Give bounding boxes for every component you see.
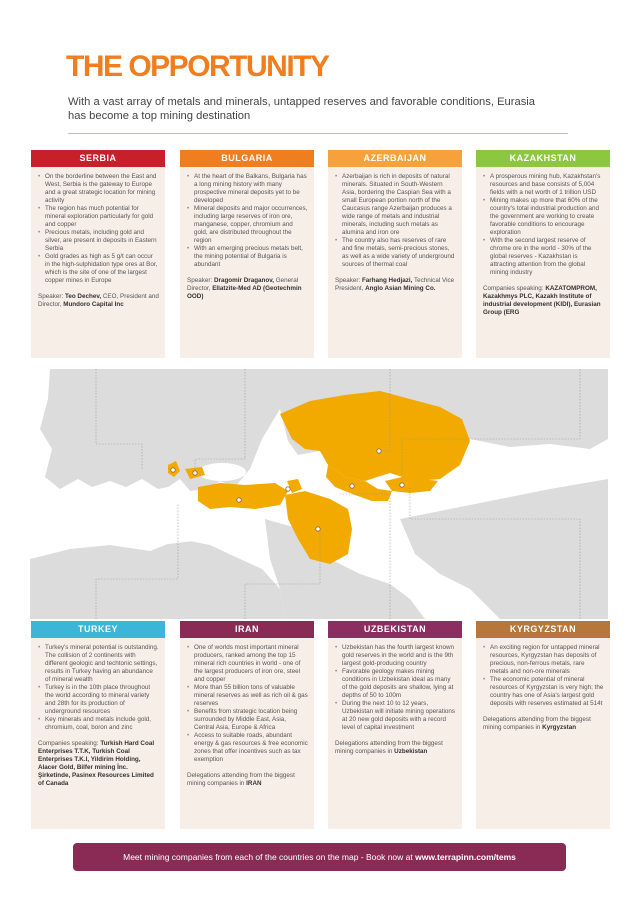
speaker-name: Dragomir Draganov, (213, 277, 275, 284)
speaker-prefix: Speaker: (38, 293, 65, 300)
speaker-name: Farhang Hedjazi, (361, 277, 413, 284)
speaker-line (483, 716, 604, 732)
azerbaijan-marker (286, 487, 290, 491)
serbia-marker (171, 468, 175, 472)
speaker-prefix: Delegations attending from the biggest mining companies in (187, 772, 295, 787)
kyrgyzstan-marker (400, 483, 404, 487)
card-header: KAZAKHSTAN (476, 150, 610, 167)
iran-marker (316, 527, 320, 531)
list-item: • At the heart of the Balkans, Bulgaria has a long mining history with many prospective mineral deposits yet to be developed (187, 173, 308, 205)
bullet-list (483, 173, 604, 277)
list-item: • Turkey is in the 10th place throughout the world according to mineral variety and 28th for its production of underground resources (38, 684, 159, 716)
card-bulgaria (180, 150, 314, 358)
list-item: • During the next 10 to 12 years, Uzbekistan will initiate mining operations at 20 new gold deposits with a record level of capital investment (335, 700, 456, 732)
list-item: • More than 55 billion tons of valuable mineral reserves as well as rich oil & gas reserves (187, 684, 308, 708)
cta-text: Meet mining companies from each of the countries on the map - Book now at (123, 852, 416, 862)
speaker-name: Kyrgyzstan (542, 724, 577, 731)
page-title: THE OPPORTUNITY (66, 50, 329, 83)
speaker-line (38, 293, 159, 309)
speaker-prefix: Delegations attending from the biggest mining companies in (335, 740, 443, 755)
list-item: • Mining makes up more that 60% of the country's total industrial production and the government are working to create favorable conditions to encourage exploration (483, 197, 604, 237)
speaker-org: Anglo Asian Mining Co. (365, 285, 436, 292)
speaker-line (335, 277, 456, 293)
list-item: • On the borderline between the East and West, Serbia is the gateway to Europe and a great strategic location for mining activity (38, 173, 159, 205)
map-black-sea (198, 463, 246, 481)
list-item: • The region has much potential for mineral exploration particularly for gold and copper (38, 205, 159, 229)
card-header: AZERBAIJAN (328, 150, 462, 167)
speaker-line (38, 740, 159, 788)
speaker-name: Teo Dechev, (64, 293, 102, 300)
list-item: • The economic potential of mineral resources of Kyrgyzstan is very high; the country has one of Asia's largest gold deposits with reserves estimated at 514t (483, 676, 604, 708)
speaker-line (335, 740, 456, 756)
speaker-line (187, 277, 308, 301)
bullet-list (187, 173, 308, 269)
list-item: • The country also has reserves of rare and fine metals, semi-precious stones, as well as a wide variety of underground sources of thermal coal (335, 237, 456, 269)
list-item: • Key minerals and metals include gold, chromium, coal, boron and zinc (38, 716, 159, 732)
cta-banner[interactable] (73, 843, 566, 871)
card-kazakhstan (476, 150, 610, 358)
speaker-line (187, 772, 308, 788)
kazakhstan-marker (377, 449, 381, 453)
list-item: • With the second largest reserve of chrome ore in the world - 30% of the global reserves - Kazakhstan is attracting attention from the global mining industry (483, 237, 604, 277)
card-kyrgyzstan (476, 621, 610, 829)
list-item: • A prosperous mining hub, Kazakhstan's resources and base consists of 5,004 fields with a net worth of 1 trillion USD (483, 173, 604, 197)
card-uzbekistan (328, 621, 462, 829)
bullet-list (483, 644, 604, 708)
speaker-prefix: Delegations attending from the biggest mining companies in (483, 716, 591, 731)
card-header: SERBIA (31, 150, 165, 167)
bullet-list (335, 644, 456, 732)
speaker-name: Turkish Hard Coal Enterprises T.T.K, Turkish Coal Enterprises T.K.I, Yildirim Holding, Alacer Gold, Bilfer mining İnc. Şirketinde, Pasinex Resources Limited of Canada (38, 740, 155, 787)
list-item: • Gold grades as high as 5 g/t can occur in the high-sulphidation type ores at Bor, which is the site of one of the largest copper mines in Europe (38, 253, 159, 285)
card-azerbaijan (328, 150, 462, 358)
speaker-org: Ellatzite-Med AD (Geotechmin OOD) (187, 285, 302, 300)
card-turkey (31, 621, 165, 829)
bulgaria-marker (193, 471, 197, 475)
speaker-prefix: Companies speaking: (483, 285, 546, 292)
eurasia-map (30, 369, 608, 619)
speaker-name: IRAN (246, 780, 262, 787)
speaker-role: General Director, (187, 277, 299, 292)
speaker-prefix: Speaker: (335, 277, 362, 284)
speaker-role: Technical Vice President, (335, 277, 455, 292)
list-item: • Favorable geology makes mining conditions in Uzbekistan ideal as many of the gold deposits are shallow, lying at depths of 50 to 100m (335, 668, 456, 700)
card-header: UZBEKISTAN (328, 621, 462, 638)
bullet-list (187, 644, 308, 764)
bullet-list (335, 173, 456, 269)
card-header: KYRGYZSTAN (476, 621, 610, 638)
list-item: • Uzbekistan has the fourth largest known gold reserves in the world and is the 9th largest gold-producing country (335, 644, 456, 668)
page-subtitle: With a vast array of metals and minerals, untapped reserves and favorable conditions, Eurasia has become a top mining destination (68, 96, 536, 122)
speaker-org: Mundoro Capital Inc (63, 301, 124, 308)
list-item: • With an emerging precious metals belt, the mining potential of Bulgaria is abundant (187, 245, 308, 269)
speaker-name: KAZATOMPROM, Kazakhmys PLC, Kazakh Institute of industrial development (KIDI), Eurasian Group (ERG (483, 285, 601, 316)
speaker-name: Uzbekistan (394, 748, 428, 755)
bullet-list (38, 173, 159, 285)
list-item: • Turkey's mineral potential is outstanding. The collision of 2 continents with different geologic and techtonic settings, results in Turkey having an abundance of mineral wealth (38, 644, 159, 684)
list-item: • Mineral deposits and major occurrences, including large reserves of iron ore, manganese, copper, chromium and gold, are distributed throughout the region (187, 205, 308, 245)
uzbekistan-marker (350, 484, 354, 488)
cta-link[interactable]: www.terrapinn.com/tems (415, 852, 516, 862)
card-serbia (31, 150, 165, 358)
list-item: • One of worlds most important mineral producers, ranked among the top 15 mineral rich countries in world - one of the largest producers of iron ore, steel and copper (187, 644, 308, 684)
speaker-prefix: Speaker: (187, 277, 214, 284)
speaker-line (483, 285, 604, 317)
speaker-role: CEO, President and Director, (38, 293, 159, 308)
list-item: • Precious metals, including gold and silver, are present in deposits in Eastern Serbia (38, 229, 159, 253)
list-item: • Azerbaijan is rich in deposits of natural minerals. Situated in South-Western Asia, bordering the Caspian Sea with a small European portion north of the Caucasus range Azerbaijan produces a wide range of metals and industrial minerals, including such metals as alumina and iron ore (335, 173, 456, 237)
title-divider (68, 133, 568, 134)
list-item: • Access to suitable roads, abundant energy & gas resources & free economic zones that offer incentives such as tax exemption (187, 732, 308, 764)
card-header: TURKEY (31, 621, 165, 638)
turkey-marker (237, 498, 241, 502)
map-turkey (198, 483, 288, 509)
speaker-prefix: Companies speaking: (38, 740, 101, 747)
list-item: • Benefits from strategic location being surrounded by Middle East, Asia, Central Asia, Europe & Africa (187, 708, 308, 732)
list-item: • An exciting region for untapped mineral resources, Kyrgyzstan has deposits of precious, non-ferrous metals, rare metals and non-ore minerals (483, 644, 604, 676)
card-header: IRAN (180, 621, 314, 638)
bullet-list (38, 644, 159, 732)
card-header: BULGARIA (180, 150, 314, 167)
card-iran (180, 621, 314, 829)
